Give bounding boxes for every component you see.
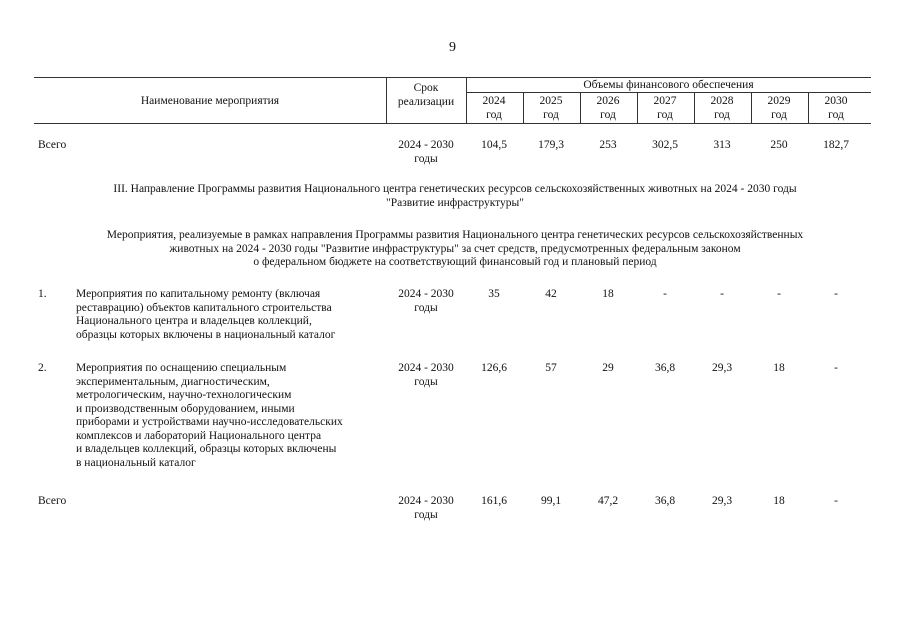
header-term-line1: Срок bbox=[413, 82, 439, 94]
row-term bbox=[386, 288, 466, 315]
year-suffix: год bbox=[828, 108, 844, 121]
row-name bbox=[76, 362, 376, 470]
row-name-line: приборами и устройствами научно-исследовательских bbox=[76, 416, 343, 428]
row-name-line: реставрацию) объектов капитального строительства bbox=[76, 301, 332, 314]
row-term bbox=[386, 362, 466, 389]
year-suffix: год bbox=[657, 108, 673, 121]
header-name: Наименование мероприятия bbox=[140, 95, 280, 107]
subsection-title-line1: Мероприятия, реализуемые в рамках направления Программы развития Национального центра генетических ресурсов сельскохозяйственных bbox=[106, 229, 804, 241]
row-name-line: экспериментальным, диагностическим, bbox=[76, 375, 270, 388]
year-label: 2026 bbox=[596, 95, 620, 107]
row-value: - bbox=[720, 288, 724, 300]
year-header-2025 bbox=[523, 95, 579, 122]
year-header-2028 bbox=[694, 95, 750, 122]
header-term-line2: реализации bbox=[397, 95, 455, 108]
total-top-value: 253 bbox=[599, 139, 617, 151]
term-line2: годы bbox=[414, 152, 438, 165]
row-name-line: метрологическим, научно-технологическим bbox=[76, 389, 292, 401]
section-title-line2: "Развитие инфраструктуры" bbox=[386, 196, 524, 209]
header-term bbox=[386, 82, 466, 109]
subsection-title-line3: о федеральном бюджете на соответствующий финансовый год и плановый период bbox=[253, 256, 657, 268]
total-bottom-value: 47,2 bbox=[597, 495, 619, 507]
total-bottom-label: Всего bbox=[38, 495, 67, 507]
row-value: - bbox=[834, 362, 838, 374]
term-line1: 2024 - 2030 bbox=[398, 288, 454, 300]
section-title bbox=[60, 183, 850, 210]
total-bottom-value: 18 bbox=[773, 495, 785, 507]
year-header-2030 bbox=[808, 95, 864, 122]
row-value: 29 bbox=[602, 362, 614, 374]
term-line1: 2024 - 2030 bbox=[398, 362, 454, 374]
row-name-line: комплексов и лабораторий Национального центра bbox=[76, 429, 322, 442]
section-title-line1: III. Направление Программы развития Национального центра генетических ресурсов сельскохозяйственных животных на 2024 - 2030 годы bbox=[113, 183, 797, 195]
row-value: 18 bbox=[602, 288, 614, 300]
year-label: 2028 bbox=[710, 95, 734, 107]
year-header-2026 bbox=[580, 95, 636, 122]
year-header-2024 bbox=[466, 95, 522, 122]
year-label: 2024 bbox=[482, 95, 506, 107]
row-value: 36,8 bbox=[654, 362, 676, 374]
table-header-bottom-rule bbox=[34, 123, 871, 124]
row-value: - bbox=[777, 288, 781, 300]
term-line1: 2024 - 2030 bbox=[398, 139, 454, 151]
year-label: 2027 bbox=[653, 95, 677, 107]
year-suffix: год bbox=[714, 108, 730, 121]
row-name-line: и владельцев коллекций, образцы которых включены bbox=[76, 443, 337, 455]
term-line2: годы bbox=[414, 508, 438, 521]
total-top-term bbox=[386, 139, 466, 166]
total-top-value: 250 bbox=[770, 139, 788, 151]
header-financing: Объемы финансового обеспечения bbox=[583, 79, 754, 91]
row-value: 126,6 bbox=[481, 362, 507, 374]
term-line2: годы bbox=[414, 301, 438, 314]
row-value: 35 bbox=[488, 288, 500, 300]
year-suffix: год bbox=[600, 108, 616, 121]
row-name-line: и производственным оборудованием, иными bbox=[76, 402, 295, 415]
year-suffix: год bbox=[486, 108, 502, 121]
row-name-line: Мероприятия по оснащению специальным bbox=[76, 362, 287, 374]
row-value: - bbox=[663, 288, 667, 300]
year-label: 2029 bbox=[767, 95, 791, 107]
total-bottom-value: 161,6 bbox=[481, 495, 507, 507]
total-bottom-value: 99,1 bbox=[540, 495, 562, 507]
year-label: 2025 bbox=[539, 95, 563, 107]
row-name-line: Национального центра и владельцев коллекций, bbox=[76, 315, 312, 327]
row-value: - bbox=[834, 288, 838, 300]
row-name-line: образцы которых включены в национальный каталог bbox=[76, 328, 336, 341]
row-name bbox=[76, 288, 376, 342]
term-line2: годы bbox=[414, 375, 438, 388]
row-value: 18 bbox=[773, 362, 785, 374]
subsection-title-line2: животных на 2024 - 2030 годы "Развитие инфраструктуры" за счет средств, предусмотренных федеральным законом bbox=[169, 242, 741, 255]
table-top-rule bbox=[34, 77, 871, 78]
total-top-value: 182,7 bbox=[823, 139, 849, 151]
subsection-title bbox=[60, 229, 850, 270]
row-number: 1. bbox=[38, 288, 47, 300]
total-top-value: 104,5 bbox=[481, 139, 507, 151]
page-number: 9 bbox=[449, 40, 456, 55]
year-header-2027 bbox=[637, 95, 693, 122]
total-bottom-term bbox=[386, 495, 466, 522]
total-bottom-value: 36,8 bbox=[654, 495, 676, 507]
row-value: 57 bbox=[545, 362, 557, 374]
row-name-line: Мероприятия по капитальному ремонту (включая bbox=[76, 288, 321, 300]
row-value: 29,3 bbox=[711, 362, 733, 374]
total-top-value: 313 bbox=[713, 139, 731, 151]
year-header-2029 bbox=[751, 95, 807, 122]
year-suffix: год bbox=[543, 108, 559, 121]
total-bottom-value: 29,3 bbox=[711, 495, 733, 507]
year-suffix: год bbox=[771, 108, 787, 121]
year-label: 2030 bbox=[824, 95, 848, 107]
total-top-label: Всего bbox=[38, 139, 67, 151]
row-value: 42 bbox=[545, 288, 557, 300]
row-number: 2. bbox=[38, 362, 47, 374]
term-line1: 2024 - 2030 bbox=[398, 495, 454, 507]
row-name-line: в национальный каталог bbox=[76, 456, 196, 469]
total-top-value: 179,3 bbox=[538, 139, 564, 151]
total-bottom-value: - bbox=[834, 495, 838, 507]
total-top-value: 302,5 bbox=[652, 139, 678, 151]
